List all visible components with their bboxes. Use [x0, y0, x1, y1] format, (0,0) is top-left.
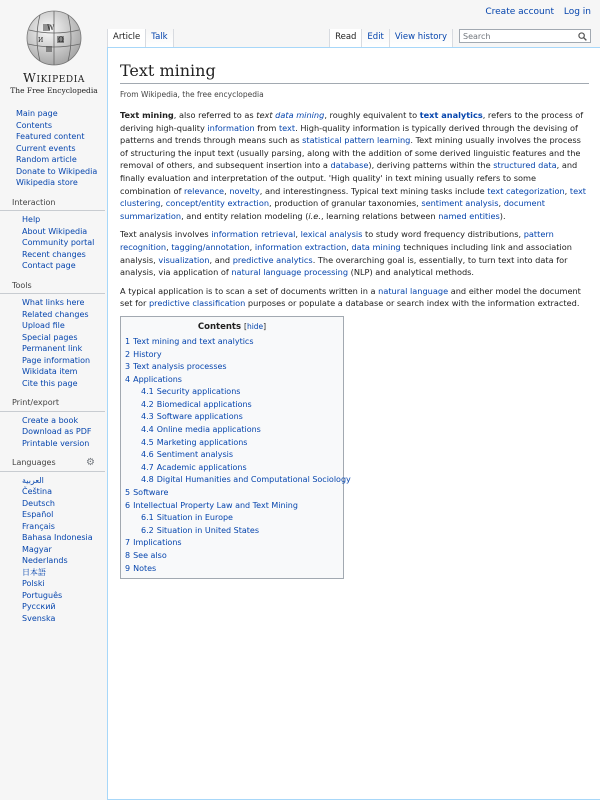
article-text: , and entity relation modeling (: [181, 210, 309, 221]
toc-list: [125, 336, 351, 575]
article-text: . The overarching goal is, essentially, to turn text into data for analysis, via application of: [120, 254, 568, 278]
toc-entry[interactable]: [125, 449, 339, 462]
sidebar-item-interaction-0[interactable]: Help: [22, 215, 41, 224]
toc-text[interactable]: Digital Humanities and Computational Sociology: [156, 475, 351, 485]
toc-text[interactable]: See also: [133, 551, 167, 560]
sidebar-item-language-2[interactable]: Deutsch: [22, 498, 55, 508]
toc-number: 1: [125, 336, 131, 346]
article-text: text: [256, 110, 276, 120]
tab-edit[interactable]: Edit: [362, 29, 389, 47]
article-link[interactable]: natural language: [378, 285, 449, 296]
toc-entry[interactable]: [125, 500, 339, 513]
logo-tagline: The Free Encyclopedia: [10, 86, 98, 95]
toc-text[interactable]: Implications: [133, 538, 182, 548]
article-text: ,: [224, 185, 230, 196]
toc-text[interactable]: History: [133, 349, 162, 359]
toc-title: Contents: [197, 321, 242, 332]
intro-paragraph-1: [120, 109, 589, 222]
toc-number: 5: [125, 488, 131, 498]
svg-text:И: И: [38, 37, 44, 44]
article-text: , production of granular taxonomies,: [269, 198, 422, 209]
sidebar-item-tools-1[interactable]: Related changes: [22, 309, 89, 319]
sidebar-item-tools-6[interactable]: Wikidata item: [22, 367, 78, 376]
article-text: ,: [249, 241, 255, 252]
toc-number: 8: [125, 551, 131, 560]
sidebar-tools: [0, 297, 107, 389]
sidebar-item-language-5[interactable]: Bahasa Indonesia: [22, 533, 93, 542]
article-link[interactable]: text: [278, 122, 296, 133]
article-text: techniques including link and association analysis,: [120, 241, 572, 265]
sidebar-item-tools-0[interactable]: What links here: [22, 298, 85, 307]
sidebar-item-2[interactable]: Featured content: [16, 132, 85, 141]
toc-entry[interactable]: [125, 525, 339, 538]
toc-text[interactable]: Software applications: [156, 412, 243, 422]
article-link[interactable]: statistical pattern learning: [302, 135, 411, 146]
toc-entry[interactable]: [125, 399, 339, 412]
toc-entry[interactable]: [125, 424, 339, 437]
article-text: A typical application is to scan a set of documents written in a: [120, 285, 379, 296]
sidebar-item-language-9[interactable]: Polski: [22, 579, 45, 588]
toc-number: 4.4: [141, 425, 154, 435]
intro-paragraph-2: [120, 228, 589, 278]
sidebar-item-6[interactable]: Wikipedia store: [16, 178, 78, 187]
tab-read[interactable]: Read: [329, 29, 362, 47]
toc-number: 2: [125, 349, 131, 359]
tab-talk[interactable]: Talk: [146, 29, 173, 47]
article-text: ,: [295, 229, 301, 240]
toc-text[interactable]: Notes: [133, 563, 157, 573]
article-text: i.e.: [308, 210, 321, 221]
wikipedia-logo[interactable]: [8, 8, 100, 95]
sidebar-item-tools-4[interactable]: Permanent link: [22, 344, 83, 353]
languages-label: Languages: [12, 458, 56, 467]
toc-number: 4.8: [141, 475, 154, 485]
sidebar-heading-languages: [0, 457, 105, 472]
toc-text[interactable]: Text analysis processes: [133, 362, 227, 372]
toc-entry[interactable]: [125, 474, 351, 487]
article-link[interactable]: data mining: [351, 241, 401, 252]
article-text: to study word frequency distributions,: [362, 229, 524, 240]
intro-paragraph-3: [120, 285, 589, 310]
namespace-tabs: [107, 29, 174, 47]
view-tabs: [329, 29, 591, 47]
article-link[interactable]: lexical analysis: [300, 229, 363, 240]
article-link[interactable]: text clustering: [120, 185, 587, 209]
sidebar-item-language-0[interactable]: العربية: [22, 475, 44, 485]
article-link[interactable]: relevance: [183, 185, 225, 196]
toc-entry[interactable]: [125, 386, 339, 399]
article-text: , and interestingness. Typical text mining tasks include: [259, 185, 488, 196]
article-text: ,: [346, 241, 352, 252]
tab-view-history[interactable]: View history: [390, 29, 453, 47]
toc-text[interactable]: Applications: [133, 374, 182, 384]
toc-text[interactable]: Situation in Europe: [156, 513, 233, 523]
sidebar-item-tools-7[interactable]: Cite this page: [22, 378, 78, 388]
toc-entry[interactable]: [125, 349, 339, 362]
personal-tools: [478, 7, 591, 17]
toc-text[interactable]: Academic applications: [156, 462, 247, 472]
toc-text[interactable]: Marketing applications: [156, 437, 248, 447]
toc-entry[interactable]: [125, 374, 339, 387]
article-link[interactable]: structured data: [493, 160, 557, 171]
main-content: [107, 47, 600, 800]
article-text: . Text mining usually involves the process of structuring the input text (usually parsing, along with the addition of some derived linguistic features and the removal of others, and subsequent insertion into a: [120, 135, 581, 171]
sidebar-item-interaction-1[interactable]: About Wikipedia: [22, 226, 88, 236]
article-text: (NLP) and analytical methods.: [348, 267, 475, 278]
article-link[interactable]: document summarization: [120, 198, 545, 221]
toc-header: [125, 322, 339, 332]
article-link[interactable]: predictive classification: [148, 298, 246, 309]
article-link[interactable]: database: [330, 160, 369, 171]
article-link[interactable]: novelty: [229, 185, 260, 196]
sidebar-item-language-11[interactable]: Русский: [22, 602, 56, 611]
sidebar-item-tools-3[interactable]: Special pages: [22, 332, 78, 342]
article-text: , and finally evaluation and interpretation of the output. 'High quality' in text mining usually refers to some combination of: [120, 160, 578, 196]
search-input[interactable]: [459, 29, 591, 43]
toc-entry[interactable]: [125, 537, 339, 550]
article-text: Text mining: [120, 110, 174, 120]
article-text: from: [254, 122, 279, 133]
article-link[interactable]: text analytics: [419, 110, 483, 120]
sidebar-item-language-10[interactable]: Português: [22, 590, 63, 600]
toc-number: 4.1: [141, 387, 154, 397]
tab-article[interactable]: Article: [107, 29, 146, 47]
article-text: and either model the document set for: [120, 285, 581, 309]
puzzle-globe-icon: [24, 8, 84, 68]
article-link[interactable]: natural language processing: [231, 267, 349, 278]
toc-number: 6.1: [141, 513, 154, 523]
article-text: ,: [564, 185, 570, 196]
toc-number: 6.2: [141, 525, 154, 535]
toc-number: 4.2: [141, 399, 154, 409]
toc-number: 6: [125, 500, 131, 510]
article-link[interactable]: pattern recognition: [120, 229, 554, 252]
page-title: Text mining: [120, 61, 589, 84]
sidebar-item-print-1[interactable]: Download as PDF: [22, 427, 92, 436]
sidebar-item-language-12[interactable]: Svenska: [22, 613, 56, 623]
sidebar-item-5[interactable]: Donate to Wikipedia: [16, 166, 98, 176]
create-account-link[interactable]: Create account: [485, 7, 554, 17]
toc-text[interactable]: Intellectual Property Law and Text Mining: [133, 500, 298, 510]
sidebar-heading-print: Print/export: [0, 397, 105, 412]
article-link[interactable]: text categorization: [487, 185, 565, 196]
toc-entry[interactable]: [125, 512, 339, 525]
search-icon[interactable]: [578, 32, 587, 41]
toc-text[interactable]: Software: [133, 488, 169, 498]
article-link[interactable]: visualization: [158, 254, 210, 265]
toc-hide-link[interactable]: hide: [246, 321, 264, 331]
toc-text[interactable]: Biomedical applications: [156, 399, 252, 409]
toc-number: 3: [125, 362, 131, 372]
sidebar-item-3[interactable]: Current events: [16, 143, 76, 153]
svg-text:W: W: [47, 24, 55, 32]
article-link[interactable]: sentiment analysis: [421, 198, 499, 209]
toc-text[interactable]: Text mining and text analytics: [133, 336, 254, 346]
article-text: ,: [498, 198, 504, 209]
sidebar-item-print-0[interactable]: Create a book: [22, 415, 79, 425]
toc-number: 9: [125, 563, 131, 573]
toc-text[interactable]: Sentiment analysis: [156, 450, 234, 460]
sidebar-item-interaction-4[interactable]: Contact page: [22, 261, 76, 270]
article-text: , learning relations between: [320, 210, 439, 221]
toc-entry[interactable]: [125, 437, 339, 450]
sidebar-item-language-3[interactable]: Español: [22, 510, 54, 519]
article-link[interactable]: information: [207, 122, 255, 133]
sidebar: [0, 108, 107, 624]
sidebar-interaction: [0, 214, 107, 272]
article-text: purposes or populate a database or search index with the information extracted.: [245, 298, 580, 309]
sidebar-item-interaction-2[interactable]: Community portal: [22, 238, 95, 247]
login-link[interactable]: Log in: [563, 7, 591, 17]
article-link[interactable]: predictive analytics: [232, 254, 313, 265]
article-text: ,: [160, 198, 166, 209]
article-text: , roughly equivalent to: [324, 110, 420, 120]
article-link[interactable]: concept/entity extraction: [165, 198, 270, 209]
toc-entry[interactable]: [125, 411, 339, 424]
toc-entry[interactable]: [125, 361, 339, 374]
toc-entry[interactable]: [125, 563, 339, 576]
sidebar-print-export: [0, 415, 107, 450]
article-text: ,: [166, 241, 172, 252]
article-link[interactable]: named entities: [438, 210, 500, 221]
toc-text[interactable]: Security applications: [156, 387, 241, 397]
sidebar-languages: [0, 475, 107, 625]
sidebar-item-language-4[interactable]: Français: [22, 521, 55, 531]
svg-text:Ω: Ω: [58, 36, 64, 44]
toc-number: 4: [125, 374, 131, 384]
toc-number: 4.3: [141, 412, 154, 422]
sidebar-item-tools-2[interactable]: Upload file: [22, 321, 65, 330]
toc-number: 4.7: [141, 462, 154, 472]
sidebar-heading-interaction: Interaction: [0, 197, 105, 212]
logo-wordmark: Wikipedia: [23, 70, 85, 85]
sidebar-heading-tools: Tools: [0, 280, 105, 295]
article-text: ).: [499, 210, 506, 221]
article-link[interactable]: data mining: [275, 110, 325, 120]
toc-number: 7: [125, 538, 131, 548]
sidebar-item-1[interactable]: Contents: [16, 120, 52, 130]
article-text: Text analysis involves: [120, 229, 212, 240]
article-text: , and: [209, 254, 233, 265]
article-text: ), deriving patterns within the: [368, 160, 494, 171]
sidebar-item-tools-5[interactable]: Page information: [22, 355, 91, 365]
sidebar-item-interaction-3[interactable]: Recent changes: [22, 249, 86, 259]
toc-entry[interactable]: [125, 550, 339, 563]
toc-number: 4.6: [141, 450, 154, 460]
sidebar-navigation: [0, 108, 107, 189]
sidebar-item-language-7[interactable]: Nederlands: [22, 556, 68, 565]
toc-text[interactable]: Situation in United States: [156, 525, 260, 535]
article-link[interactable]: information retrieval: [211, 229, 296, 240]
toc-text[interactable]: Online media applications: [156, 425, 261, 435]
toc-entry[interactable]: [125, 462, 339, 475]
sidebar-item-4[interactable]: Random article: [16, 155, 77, 164]
sidebar-item-print-2[interactable]: Printable version: [22, 438, 90, 448]
site-sub: From Wikipedia, the free encyclopedia: [120, 90, 264, 99]
gear-icon[interactable]: ⚙: [86, 457, 95, 468]
toc-hide-toggle[interactable]: [hide]: [244, 321, 267, 331]
article-text: . High-quality information is typically derived through the devising of patterns and trends through means such as: [120, 122, 578, 146]
toc-entry[interactable]: [125, 336, 339, 349]
sidebar-item-language-8[interactable]: 日本語: [22, 567, 46, 577]
article-link[interactable]: information extraction: [254, 241, 347, 252]
article-link[interactable]: tagging/annotation: [171, 241, 250, 252]
table-of-contents: [120, 316, 351, 579]
sidebar-item-language-6[interactable]: Magyar: [22, 544, 52, 554]
sidebar-item-0[interactable]: Main page: [16, 109, 58, 118]
toc-number: 4.5: [141, 437, 154, 447]
toc-entry[interactable]: [125, 487, 339, 500]
search-placeholder: Search: [463, 31, 491, 41]
sidebar-item-language-1[interactable]: Čeština: [22, 487, 53, 496]
article-text: , refers to the process of deriving high-quality: [120, 110, 584, 133]
article-text: , also referred to as: [173, 110, 257, 120]
